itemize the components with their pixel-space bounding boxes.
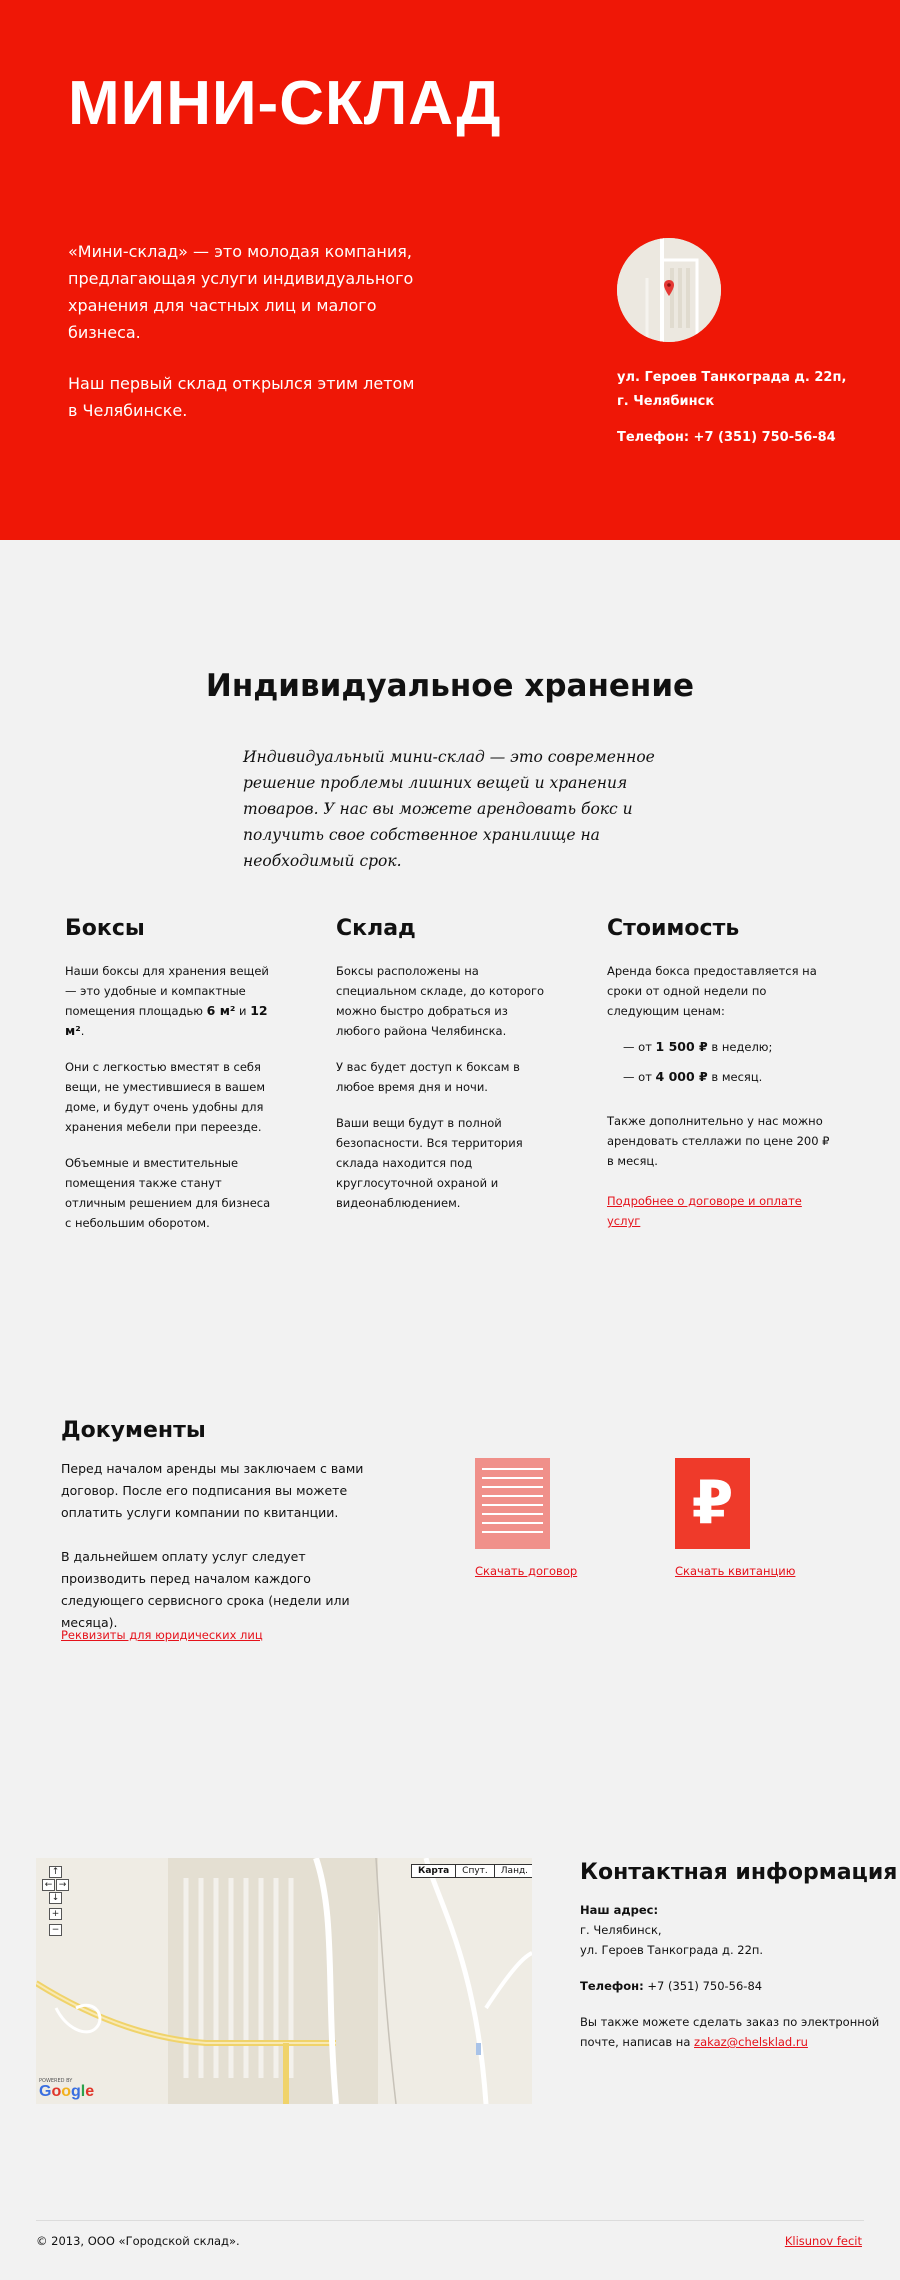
google-logo[interactable]: Google — [39, 2083, 95, 2100]
footer-divider — [36, 2220, 864, 2221]
address-label: Наш адрес: — [580, 1903, 659, 1917]
boxes-text: Объемные и вместительные помещения также станут отличным решением для бизнеса с небольшим оборотом. — [65, 1156, 271, 1230]
contact-phone: Телефон: +7 (351) 750-56-84 — [580, 1979, 763, 1993]
footer-credit-link[interactable]: Klisunov fecit — [784, 2234, 862, 2248]
map-pan-down-icon[interactable]: ↓ — [49, 1892, 62, 1904]
cost-column — [607, 915, 837, 1231]
storage-section-title: Индивидуальное хранение — [205, 668, 695, 704]
cost-title: Стоимость — [607, 916, 740, 941]
cost-text: Также дополнительно у нас можно арендовать стеллажи по цене 200 ₽ в месяц. — [607, 1114, 830, 1168]
price-month: — от 4 000 ₽ в месяц. — [623, 1069, 763, 1084]
cost-text: Аренда бокса предоставляется на сроки от одной недели по следующим ценам: — [607, 964, 817, 1018]
price-week: — от 1 500 ₽ в неделю; — [623, 1039, 773, 1054]
boxes-text: Наши боксы для хранения вещей — это удобные и компактные помещения площадью 6 м² и 12 м². — [65, 964, 269, 1038]
hero-intro — [68, 238, 428, 424]
footer-copyright: © 2013, ООО «Городской склад». — [36, 2234, 240, 2248]
map-type-option[interactable]: Ланд. — [494, 1865, 532, 1877]
warehouse-text: У вас будет доступ к боксам в любое время дня и ночи. — [336, 1060, 520, 1094]
map-type-option[interactable]: Спут. — [455, 1865, 494, 1877]
hero-address-line: ул. Героев Танкограда д. 22п, — [617, 370, 847, 385]
map-type-switcher — [411, 1864, 532, 1878]
warehouse-text: Боксы расположены на специальном складе, до которого можно быстро добраться из любого района Челябинска. — [336, 964, 545, 1038]
hero-address — [617, 366, 857, 414]
map-pan-up-icon[interactable]: ↑ — [49, 1866, 62, 1878]
hero-address-line: г. Челябинск — [617, 394, 715, 409]
email-link[interactable]: zakaz@chelsklad.ru — [694, 2035, 808, 2049]
storage-lead-text: Индивидуальный мини-склад — это современное решение проблемы лишних вещей и хранения товаров. У нас вы можете арендовать бокс и получить свое собственное хранилище на необходимый срок. — [243, 748, 655, 870]
hero-section — [0, 0, 900, 540]
ruble-icon[interactable]: ₽ — [675, 1458, 750, 1549]
map-zoom-in-icon[interactable]: + — [49, 1908, 62, 1920]
powered-by-label: POWERED BY — [39, 2078, 73, 2084]
documents-title: Документы — [61, 1418, 206, 1443]
boxes-text: Они с легкостью вместят в себя вещи, не уместившиеся в вашем доме, и будут очень удобны для хранения мебели при переезде. — [65, 1060, 266, 1134]
hero-intro-text: «Мини-склад» — это молодая компания, предлагающая услуги индивидуального хранения для частных лиц и малого бизнеса. — [68, 242, 414, 342]
documents-paragraph: В дальнейшем оплату услуг следует производить перед началом каждого следующего сервисного срока (недели или месяца). — [61, 1549, 350, 1630]
warehouse-title: Склад — [336, 916, 416, 941]
box-size-large: 12 м² — [65, 1003, 268, 1038]
boxes-title: Боксы — [65, 916, 145, 941]
hero-intro-text: Наш первый склад открылся этим летом в Челябинске. — [68, 374, 415, 420]
warehouse-text: Ваши вещи будут в полной безопасности. Вся территория склада находится под круглосуточной охраной и видеонаблюдением. — [336, 1116, 523, 1210]
contact-email-text: Вы также можете сделать заказ по электронной почте, написав на zakaz@chelsklad.ru — [580, 2015, 880, 2049]
box-size-small: 6 м² — [206, 1003, 236, 1018]
download-contract-link[interactable]: Скачать договор — [475, 1564, 578, 1578]
warehouse-column — [336, 915, 551, 1213]
map-pin-icon — [664, 280, 674, 296]
map-type-option[interactable]: Карта — [418, 1866, 450, 1876]
hero-phone: Телефон: +7 (351) 750-56-84 — [617, 430, 836, 445]
map-pan-right-icon[interactable]: → — [56, 1879, 69, 1891]
requisites-link[interactable]: Реквизиты для юридических лиц — [61, 1628, 263, 1642]
contacts-title: Контактная информация — [580, 1860, 898, 1885]
boxes-column — [65, 915, 280, 1233]
contacts-block — [580, 1900, 880, 2052]
map-zoom-out-icon[interactable]: − — [49, 1924, 62, 1936]
map-pan-left-icon[interactable]: ← — [42, 1879, 55, 1891]
site-title: МИНИ-СКЛАД — [68, 69, 502, 138]
contact-address: Наш адрес: г. Челябинск, ул. Героев Танкограда д. 22п. — [580, 1903, 764, 1957]
documents-text — [61, 1458, 386, 1634]
location-map-thumbnail[interactable] — [617, 238, 721, 342]
contract-document-icon[interactable] — [475, 1458, 550, 1549]
contract-details-link[interactable]: Подробнее о договоре и оплате услуг — [607, 1194, 802, 1228]
documents-paragraph: Перед началом аренды мы заключаем с вами договор. После его подписания вы можете оплатить услуги компании по квитанции. — [61, 1461, 364, 1520]
location-map[interactable] — [36, 1858, 532, 2104]
download-receipt-link[interactable]: Скачать квитанцию — [675, 1564, 796, 1578]
